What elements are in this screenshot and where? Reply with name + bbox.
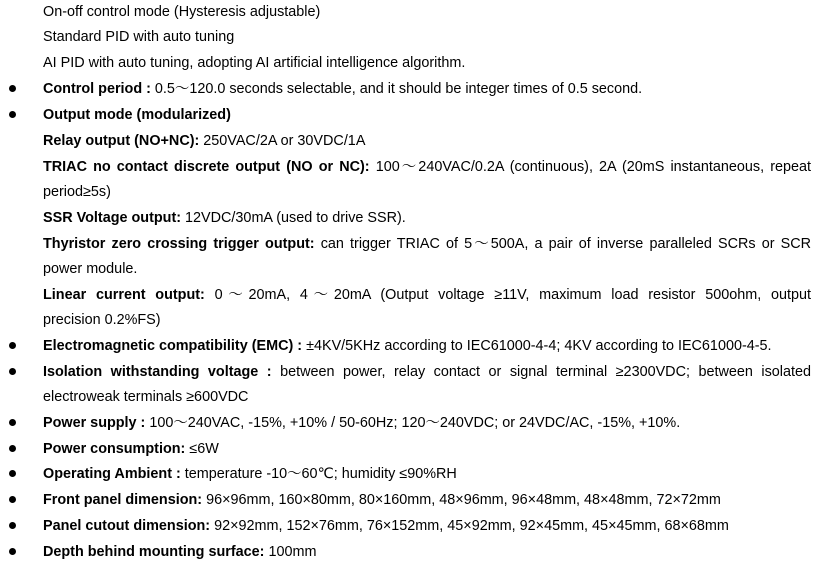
output-mode-item — [0, 103, 840, 127]
relay-output-line — [0, 129, 840, 153]
front-panel-label: Front panel dimension: — [43, 492, 203, 508]
linear-output-value: 0～20mA, 4～20mA (Output voltage ≥11V, maximum load resistor 500ohm, output — [204, 287, 811, 303]
bullet-icon — [9, 419, 16, 426]
isolation-item — [0, 360, 840, 384]
thyristor-output-line — [0, 232, 840, 256]
control-period-label: Control period : — [43, 81, 151, 97]
triac-output-cont: period≥5s) — [43, 184, 111, 200]
ssr-output-value: 12VDC/30mA (used to drive SSR). — [181, 210, 406, 226]
triac-output-line-2 — [0, 180, 840, 204]
output-mode-heading: Output mode (modularized) — [43, 107, 231, 123]
depth-label: Depth behind mounting surface: — [43, 544, 265, 560]
control-mode-ai-pid: AI PID with auto tuning, adopting AI artificial intelligence algorithm. — [43, 55, 466, 71]
bullet-icon — [9, 445, 16, 452]
panel-cutout-value: 92×92mm, 152×76mm, 76×152mm, 45×92mm, 92×45mm, 45×45mm, 68×68mm — [210, 518, 729, 534]
control-period-item — [0, 77, 840, 101]
bullet-icon — [9, 470, 16, 477]
emc-item — [0, 334, 840, 358]
control-mode-standard-pid: Standard PID with auto tuning — [43, 29, 235, 45]
control-mode-onoff: On-off control mode (Hysteresis adjustable) — [43, 4, 321, 20]
operating-ambient-item — [0, 462, 840, 486]
control-mode-line-2 — [0, 25, 840, 49]
triac-output-label: TRIAC no contact discrete output (NO or NC): — [43, 159, 370, 175]
bullet-icon — [9, 85, 16, 92]
depth-value: 100mm — [264, 544, 317, 560]
isolation-value: between power, relay contact or signal terminal ≥2300VDC; between isolated — [271, 364, 811, 380]
power-supply-value: 100～240VAC, -15%, +10% / 50-60Hz; 120～240VDC; or 24VDC/AC, -15%, +10%. — [145, 415, 681, 431]
front-panel-item — [0, 488, 840, 512]
bullet-icon — [9, 342, 16, 349]
thyristor-output-cont: power module. — [43, 261, 138, 277]
isolation-cont: electroweak terminals ≥600VDC — [43, 389, 249, 405]
panel-cutout-label: Panel cutout dimension: — [43, 518, 211, 534]
triac-output-value: 100～240VAC/0.2A (continuous), 2A (20mS instantaneous, repeat — [369, 159, 811, 175]
bullet-icon — [9, 111, 16, 118]
depth-item — [0, 540, 840, 564]
bullet-icon — [9, 548, 16, 555]
relay-output-label: Relay output (NO+NC): — [43, 133, 200, 149]
ssr-output-line — [0, 206, 840, 230]
linear-output-line — [0, 283, 840, 307]
triac-output-line — [0, 155, 840, 179]
linear-output-line-2 — [0, 308, 840, 332]
operating-ambient-value: temperature -10～60℃; humidity ≤90%RH — [180, 466, 457, 482]
bullet-icon — [9, 496, 16, 503]
bullet-icon — [9, 522, 16, 529]
power-supply-item — [0, 411, 840, 435]
thyristor-output-line-2 — [0, 257, 840, 281]
ssr-output-label: SSR Voltage output: — [43, 210, 182, 226]
panel-cutout-item — [0, 514, 840, 538]
thyristor-output-value: can trigger TRIAC of 5～500A, a pair of inverse paralleled SCRs or SCR — [314, 236, 811, 252]
power-consumption-label: Power consumption: — [43, 441, 186, 457]
control-mode-line-3 — [0, 51, 840, 75]
thyristor-output-label: Thyristor zero crossing trigger output: — [43, 236, 315, 252]
emc-label: Electromagnetic compatibility (EMC) : — [43, 338, 303, 354]
isolation-label: Isolation withstanding voltage : — [43, 364, 272, 380]
power-consumption-value: ≤6W — [185, 441, 219, 457]
bullet-icon — [9, 368, 16, 375]
front-panel-value: 96×96mm, 160×80mm, 80×160mm, 48×96mm, 96×48mm, 48×48mm, 72×72mm — [202, 492, 721, 508]
linear-output-label: Linear current output: — [43, 287, 205, 303]
operating-ambient-label: Operating Ambient : — [43, 466, 181, 482]
emc-value: ±4KV/5KHz according to IEC61000-4-4; 4KV according to IEC61000-4-5. — [302, 338, 772, 354]
power-supply-label: Power supply : — [43, 415, 146, 431]
isolation-line-2 — [0, 385, 840, 409]
control-mode-line-1 — [0, 0, 840, 24]
control-period-value: 0.5～120.0 seconds selectable, and it should be integer times of 0.5 second. — [150, 81, 643, 97]
linear-output-cont: precision 0.2%FS) — [43, 312, 161, 328]
power-consumption-item — [0, 437, 840, 461]
relay-output-value: 250VAC/2A or 30VDC/1A — [199, 133, 366, 149]
